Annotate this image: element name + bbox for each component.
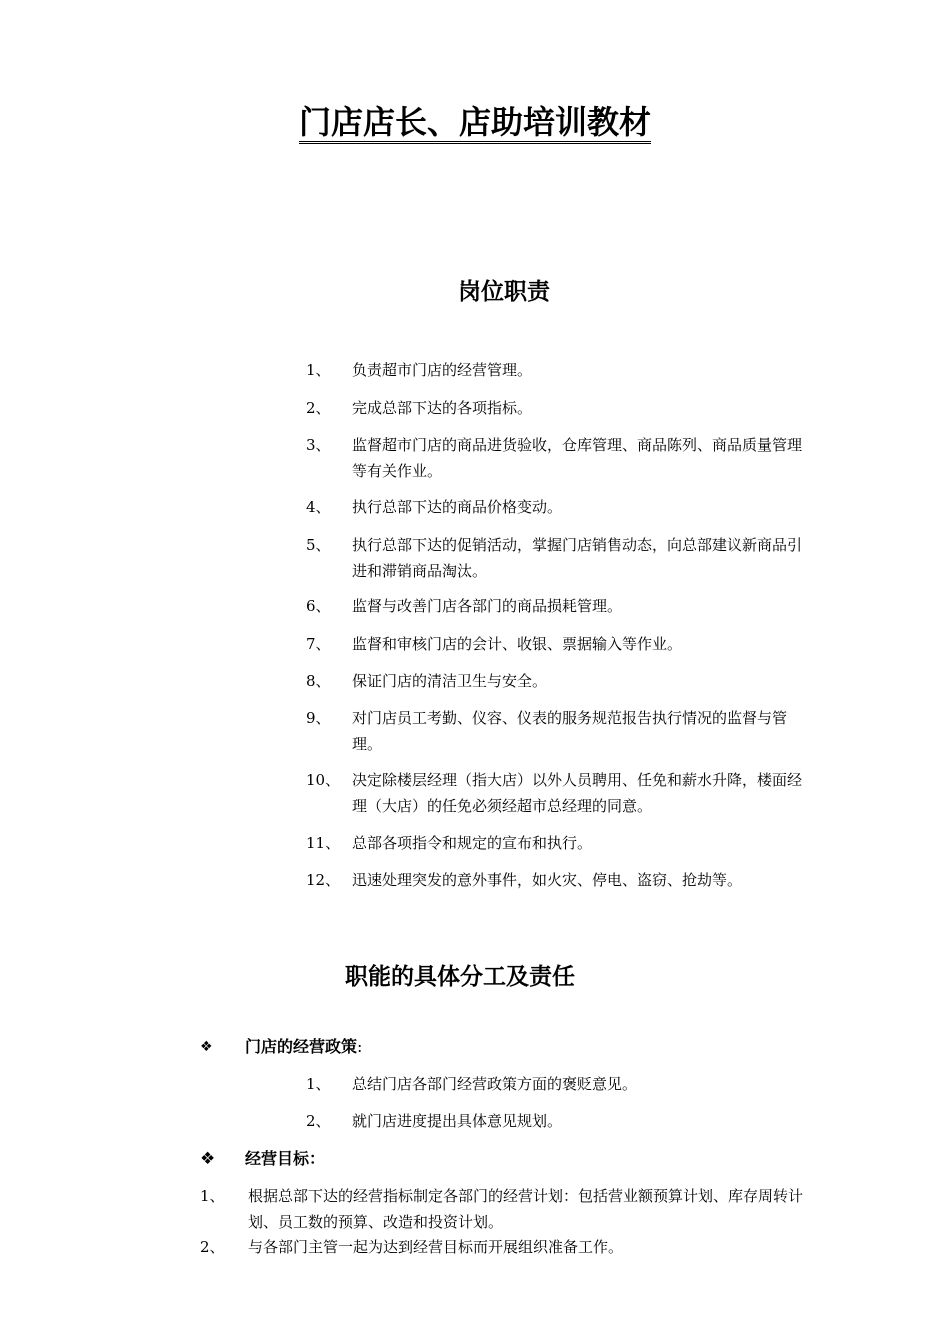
list-item-number: 1、 [306,1075,331,1093]
list-item-text: 负责超市门店的经营管理。 [352,361,533,379]
policy-heading [245,1034,362,1060]
list-item-text: 执行总部下达的商品价格变动。 [352,498,563,516]
list-item-text: 总结门店各部门经营政策方面的褒贬意见。 [352,1075,638,1093]
list-item-text: 执行总部下达的促销活动，掌握门店销售动态，向总部建议新商品引进和滞销商品淘汰。 [352,536,803,580]
list-item-text: 监督和审核门店的会计、收银、票据输入等作业。 [352,635,683,653]
list-item-text: 与各部门主管一起为达到经营目标而开展组织准备工作。 [248,1238,624,1256]
document-title-text: 门店店长、店助培训教材 [299,103,651,144]
list-item-text: 总部各项指令和规定的宣布和执行。 [352,834,593,852]
list-item-number: 10、 [306,771,341,789]
list-item-text: 迅速处理突发的意外事件，如火灾、停电、盗窃、抢劫等。 [352,871,743,889]
list-item-number: 12、 [306,871,341,889]
list-item-number: 9、 [306,709,331,727]
list-item-number: 1、 [306,361,331,379]
list-item-number: 5、 [306,536,331,554]
policy-heading-colon: : [357,1037,363,1056]
list-item-number: 2、 [200,1238,225,1256]
list-item-text: 监督与改善门店各部门的商品损耗管理。 [352,597,623,615]
section-heading-division: 职能的具体分工及责任 [345,963,575,990]
section-heading-duties: 岗位职责 [458,278,550,305]
list-item-text: 根据总部下达的经营指标制定各部门的经营计划：包括营业额预算计划、库存周转计划、员工数的预算、改造和投资计划。 [248,1187,804,1231]
list-item-text: 就门店进度提出具体意见规划。 [352,1112,563,1130]
list-item-text: 决定除楼层经理（指大店）以外人员聘用、任免和薪水升降，楼面经理（大店）的任免必须经超市总经理的同意。 [352,771,803,815]
list-item-text: 对门店员工考勤、仪容、仪表的服务规范报告执行情况的监督与管理。 [352,709,788,753]
list-item-number: 1、 [200,1187,225,1205]
list-item-number: 4、 [306,498,331,516]
policy-heading-label: 门店的经营政策 [245,1037,358,1056]
list-item-text: 保证门店的清洁卫生与安全。 [352,672,548,690]
list-item-number: 6、 [306,597,331,615]
diamond-bullet-icon: ❖ [200,1039,213,1055]
list-item-number: 11、 [306,834,341,852]
list-item-text: 完成总部下达的各项指标。 [352,399,533,417]
list-item-number: 7、 [306,635,331,653]
diamond-bullet-icon: ❖ [200,1149,216,1169]
goals-heading: 经营目标： [245,1149,326,1168]
list-item-number: 2、 [306,399,331,417]
list-item-number: 8、 [306,672,331,690]
document-title [0,98,950,146]
list-item-number: 2、 [306,1112,331,1130]
list-item-text: 监督超市门店的商品进货验收，仓库管理、商品陈列、商品质量管理等有关作业。 [352,436,803,480]
list-item-number: 3、 [306,436,331,454]
